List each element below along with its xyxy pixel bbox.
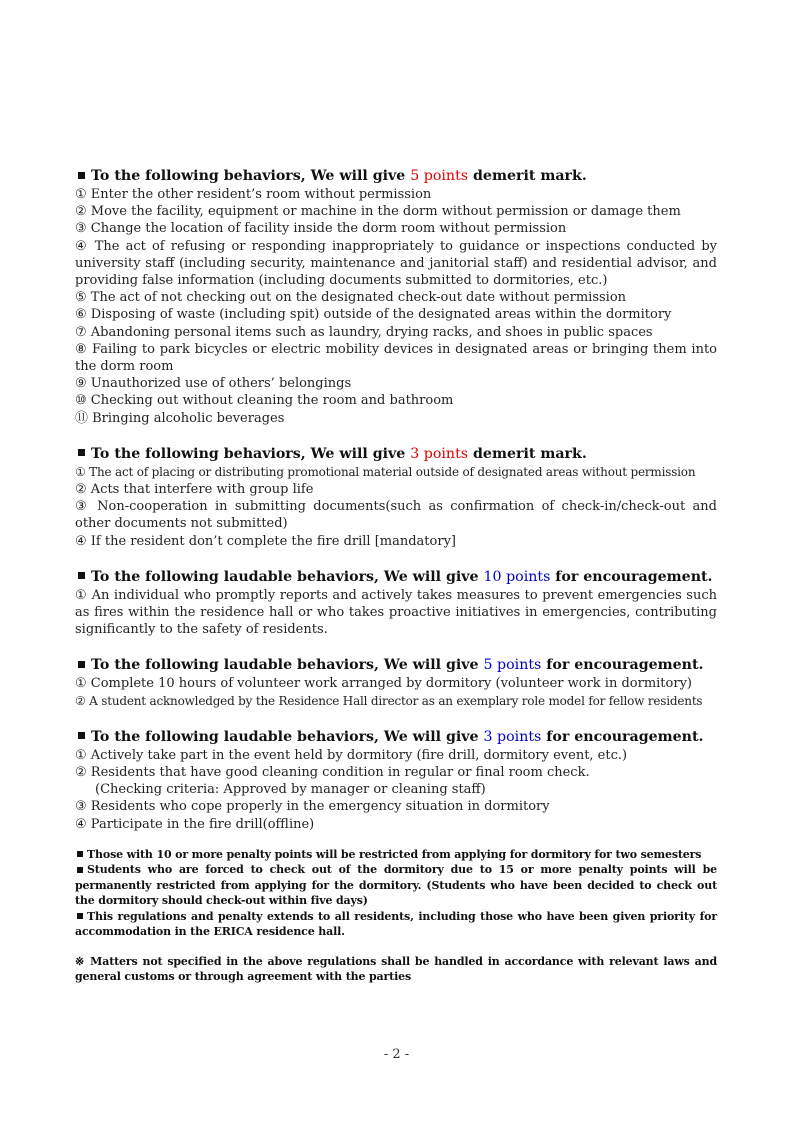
- section-heading-3-merit: To the following laudable behaviors, We will give 3 points for encouragement.: [75, 727, 717, 747]
- square-bullet-icon: [77, 913, 83, 919]
- section-heading-10-merit: To the following laudable behaviors, We will give 10 points for encouragement.: [75, 567, 717, 587]
- penalty-note: This regulations and penalty extends to all residents, including those who have been given priority for accommodation in the ERICA residence hall.: [75, 909, 717, 939]
- section-heading-5-merit: To the following laudable behaviors, We will give 5 points for encouragement.: [75, 655, 717, 675]
- regulations-content: [75, 166, 717, 985]
- square-bullet-icon: [77, 867, 83, 873]
- section-heading-5-demerit: To the following behaviors, We will give 5 points demerit mark.: [75, 166, 717, 186]
- footnote: ※ Matters not specified in the above regulations shall be handled in accordance with relevant laws and general customs or through agreement with the parties: [75, 954, 717, 984]
- list-item: ② Move the facility, equipment or machine in the dorm without permission or damage them: [75, 204, 681, 220]
- list-item: ⑧ Failing to park bicycles or electric mobility devices in designated areas or bringing them into the dorm room: [75, 341, 717, 375]
- list-item-criteria: (Checking criteria: Approved by manager or cleaning staff): [95, 782, 486, 798]
- list-item: ① Complete 10 hours of volunteer work arranged by dormitory (volunteer work in dormitory): [75, 676, 692, 692]
- square-bullet-icon: [77, 851, 83, 857]
- list-item: ② A student acknowledged by the Residence Hall director as an exemplary role model for fellow residents: [75, 693, 703, 708]
- penalty-note: Those with 10 or more penalty points will be restricted from applying for dormitory for two semesters: [75, 847, 717, 863]
- list-item: ⑦ Abandoning personal items such as laundry, drying racks, and shoes in public spaces: [75, 324, 653, 340]
- list-item: ① Enter the other resident’s room without permission: [75, 187, 432, 202]
- square-bullet-icon: [78, 661, 85, 668]
- list-item: ⑥ Disposing of waste (including spit) outside of the designated areas within the dormitory: [75, 307, 672, 323]
- list-item: ⑤ The act of not checking out on the designated check-out date without permission: [75, 290, 627, 306]
- demerit-points: 3 points: [410, 445, 469, 462]
- merit-points: 10 points: [483, 568, 551, 585]
- penalty-note: Students who are forced to check out of the dormitory due to 15 or more penalty points will be permanently restricted from applying for the dormitory. (Students who have been decided to check out the dormitory should check-out within five days): [75, 863, 717, 908]
- demerit-points: 5 points: [410, 168, 469, 184]
- list-item: ④ Participate in the fire drill(offline): [75, 816, 315, 832]
- square-bullet-icon: [78, 732, 85, 739]
- list-item: ⑪ Bringing alcoholic beverages: [75, 410, 285, 426]
- list-item: ④ The act of refusing or responding inappropriately to guidance or inspections conducted by university staff (including security, maintenance and janitorial staff) and residential advisor, and providing false information (including documents submitted to dormitories, etc.): [75, 238, 717, 289]
- list-item: ① Actively take part in the event held by dormitory (fire drill, dormitory event, etc.): [75, 747, 628, 763]
- page-number: - 2 -: [383, 1047, 410, 1062]
- list-item: ④ If the resident don’t complete the fire drill [mandatory]: [75, 533, 456, 549]
- list-item: ① An individual who promptly reports and actively takes measures to prevent emergencies such as fires within the residence hall or who takes proactive initiatives in emergencies, contributing significantly to the safety of residents.: [75, 587, 717, 638]
- merit-points: 5 points: [483, 657, 542, 674]
- square-bullet-icon: [78, 172, 85, 179]
- list-item: ③ Residents who cope properly in the emergency situation in dormitory: [75, 799, 550, 815]
- list-item: ③ Change the location of facility inside the dorm room without permission: [75, 221, 567, 237]
- list-item: ① The act of placing or distributing promotional material outside of designated areas without permission: [75, 464, 696, 479]
- section-heading-3-demerit: To the following behaviors, We will give 3 points demerit mark.: [75, 444, 717, 464]
- list-item: ② Acts that interfere with group life: [75, 482, 314, 498]
- square-bullet-icon: [78, 572, 85, 579]
- list-item: ③ Non-cooperation in submitting documents(such as confirmation of check-in/check-out and other documents not submitted): [75, 499, 717, 532]
- list-item: ② Residents that have good cleaning condition in regular or final room check.: [75, 765, 590, 781]
- list-item: ⑨ Unauthorized use of others’ belongings: [75, 376, 352, 392]
- merit-points: 3 points: [483, 728, 542, 745]
- square-bullet-icon: [78, 449, 85, 456]
- list-item: ⑩ Checking out without cleaning the room and bathroom: [75, 393, 454, 409]
